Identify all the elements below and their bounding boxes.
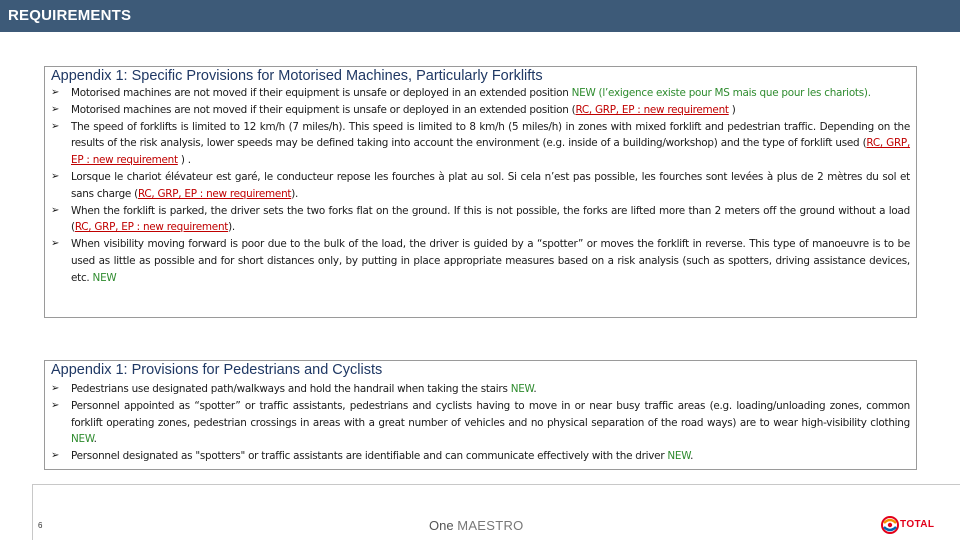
arrow-bullet-icon: ➢ [51, 170, 60, 182]
bullet-text: ) . [177, 154, 191, 167]
bullet-text: Lorsque le chariot élévateur est garé, le conducteur repose les fourches à plat au sol. Si cela n’est pas possible, les fourches sont levées à plus de 2 mètres du sol et sans charge ( [71, 170, 910, 200]
total-logo [880, 510, 958, 538]
arrow-bullet-icon: ➢ [51, 204, 60, 216]
pedestrian-provisions-box [44, 360, 917, 470]
list-item [51, 448, 910, 465]
header-bar [0, 0, 960, 32]
arrow-bullet-icon: ➢ [51, 383, 60, 394]
page-title: REQUIREMENTS [8, 7, 132, 24]
bullet-text: . [690, 450, 694, 463]
list-item [51, 119, 910, 169]
pedestrian-requirements-list [51, 381, 910, 465]
list-item [51, 236, 910, 286]
arrow-bullet-icon: ➢ [51, 450, 60, 462]
new-tag: NEW [510, 383, 534, 395]
bullet-text: When the forklift is parked, the driver sets the two forks flat on the ground. If this is not possible, the forks are lifted more than 2 meters off the ground without a load ( [71, 204, 910, 234]
bullet-text: Personnel appointed as “spotter” or traffic assistants, pedestrians and cyclists having to move in or near busy traffic areas (e.g. loading/unloading zones, common forklift operating zones, pedestrian crossings in areas with a great number of vehicles and no physical separation of the road ways) are to wear high-visibility clothing [71, 399, 910, 429]
brand-name: MAESTRO [457, 518, 524, 533]
bullet-text: Motorised machines are not moved if their equipment is unsafe or deployed in an extended position [71, 87, 572, 99]
requirement-tag: RC, GRP, EP : new requirement [74, 221, 229, 234]
list-item [51, 169, 910, 203]
bullet-text: When visibility moving forward is poor due to the bulk of the load, the driver is guided by a “spotter” or moves the forklift in reverse. This type of manoeuvre is to be used as little as possible and for short distances only, by putting in place appropriate measures based on a risk analysis (such as spotters, driving assistance devices, etc. [71, 238, 910, 284]
bullet-text: . [93, 433, 97, 446]
requirement-tag: RC, GRP, EP : new requirement [137, 187, 292, 200]
bullet-text: . [533, 383, 537, 395]
arrow-bullet-icon: ➢ [51, 120, 60, 132]
bullet-text: Personnel designated as "spotters" or traffic assistants are identifiable and can communicate effectively with the driver [71, 450, 668, 463]
total-logo-icon [880, 514, 900, 536]
forklift-requirements-list [51, 85, 910, 287]
requirement-tag: RC, GRP, EP : new requirement [575, 103, 729, 116]
list-item [51, 203, 910, 237]
total-logo-text: TOTAL [900, 519, 935, 530]
list-item [51, 85, 910, 102]
bullet-text: ). [228, 221, 235, 234]
one-maestro-brand [429, 518, 524, 533]
pedestrian-section-title: Appendix 1: Provisions for Pedestrians and Cyclists [51, 362, 383, 378]
requirement-tag: RC, GRP, EP : new requirement [71, 137, 911, 167]
arrow-bullet-icon: ➢ [51, 399, 60, 411]
footer-divider [32, 484, 960, 485]
bullet-text: ) [728, 103, 736, 116]
list-item [51, 102, 910, 119]
new-tag: NEW [92, 271, 117, 284]
list-item [51, 381, 910, 398]
footer-vertical-divider [32, 484, 33, 540]
bullet-text: Pedestrians use designated path/walkways and hold the handrail when taking the stairs [71, 383, 511, 395]
new-tag: NEW [71, 433, 94, 446]
bullet-text: Motorised machines are not moved if their equipment is unsafe or deployed in an extended position ( [71, 103, 576, 116]
brand-prefix: One [429, 518, 458, 533]
bullet-text: ). [291, 187, 299, 200]
new-tag: NEW (l’exigence existe pour MS mais que pour les chariots). [571, 87, 871, 99]
page-number: 6 [38, 521, 43, 530]
list-item [51, 398, 910, 448]
arrow-bullet-icon: ➢ [51, 103, 60, 115]
forklift-provisions-box [44, 66, 917, 318]
arrow-bullet-icon: ➢ [51, 87, 60, 98]
new-tag: NEW [667, 450, 691, 463]
arrow-bullet-icon: ➢ [51, 238, 60, 250]
forklift-section-title: Appendix 1: Specific Provisions for Motorised Machines, Particularly Forklifts [51, 68, 543, 84]
bullet-text: The speed of forklifts is limited to 12 km/h (7 miles/h). This speed is limited to 8 km/h (5 miles/h) in zones with mixed forklift and pedestrian traffic. Depending on the results of the risk analysis, lower speeds may be defined taking into account the environment (e.g. inside of a building/workshop) and the type of forklift used ( [71, 120, 910, 150]
